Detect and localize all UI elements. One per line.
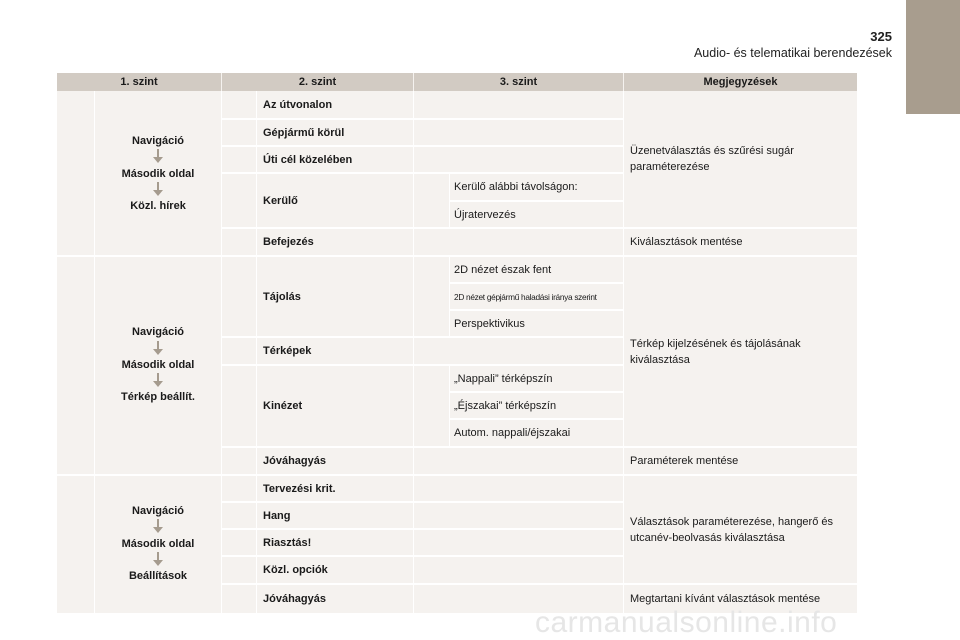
level2-item: Hang [263,509,291,522]
level2-item: Kerülő [263,194,298,207]
chapter-tab [906,0,960,114]
nav-second-page-2: Második oldal [121,359,195,371]
level2-item: Tervezési krit. [263,482,336,495]
level3-item: 2D nézet észak fent [454,263,552,276]
level2-item: Az útvonalon [263,98,333,111]
nav-second-page-3: Második oldal [121,538,195,550]
level2-item: Úti cél közelében [263,153,353,166]
level2-item: Riasztás! [263,536,312,549]
note: Térkép kijelzésének és tájolásának kiválasztása [630,337,801,366]
header-level3: 3. szint [414,73,623,91]
nav-submenu-2: Térkép beállít. [121,391,195,403]
nav-level-label: Navigáció [132,135,184,147]
header-level2: 2. szint [222,73,413,91]
level2-item: Gépjármű körül [263,126,345,139]
level3-item: Autom. nappali/éjszakai [454,427,571,439]
nav-second-page-1: Második oldal [121,168,195,180]
level2-item: Kinézet [263,400,303,412]
down-arrow-icon [151,552,165,566]
page-title: Audio- és telematikai berendezések [693,46,892,60]
level2-item: Jóváhagyás [263,593,326,605]
down-arrow-icon [151,182,165,196]
note: Megtartani kívánt választások mentése [630,593,821,605]
level3-item: 2D nézet gépjármű haladási iránya szerint [454,291,597,302]
down-arrow-icon [151,373,165,387]
page-number: 325 [870,29,892,44]
level2-item: Tájolás [263,290,301,303]
note: Paraméterek mentése [630,455,739,467]
nav-path-3: Navigáció [132,505,184,517]
menu-table [57,73,857,613]
nav-submenu-1: Közl. hírek [130,200,186,212]
level2-item: Közl. opciók [263,564,328,576]
level2-item: Jóváhagyás [263,455,326,467]
note: Üzenetválasztás és szűrési sugár paraméterezése [630,145,794,173]
level2-item: Térképek [263,345,312,357]
header-notes: Megjegyzések [624,73,857,91]
note: Választások paraméterezése, hangerő és utcanév-beolvasás kiválasztása [630,515,834,544]
watermark: carmanualsonline.info [535,606,838,639]
level3-item: Perspektivikus [454,317,525,330]
nav-path-2: Navigáció [132,326,184,338]
down-arrow-icon [151,149,165,163]
level3-item: Kerülő alábbi távolságon: [454,181,578,193]
note: Kiválasztások mentése [630,236,743,248]
level3-item: „Nappali” térképszín [454,372,553,385]
nav-submenu-3: Beállítások [128,570,188,582]
down-arrow-icon [151,341,165,355]
level3-item: „Éjszakai” térképszín [454,399,557,412]
header-level1: 1. szint [57,73,221,91]
down-arrow-icon [151,519,165,533]
nav-path-1 [95,135,221,147]
level2-item: Befejezés [263,236,314,248]
level3-item: Újratervezés [454,208,516,221]
